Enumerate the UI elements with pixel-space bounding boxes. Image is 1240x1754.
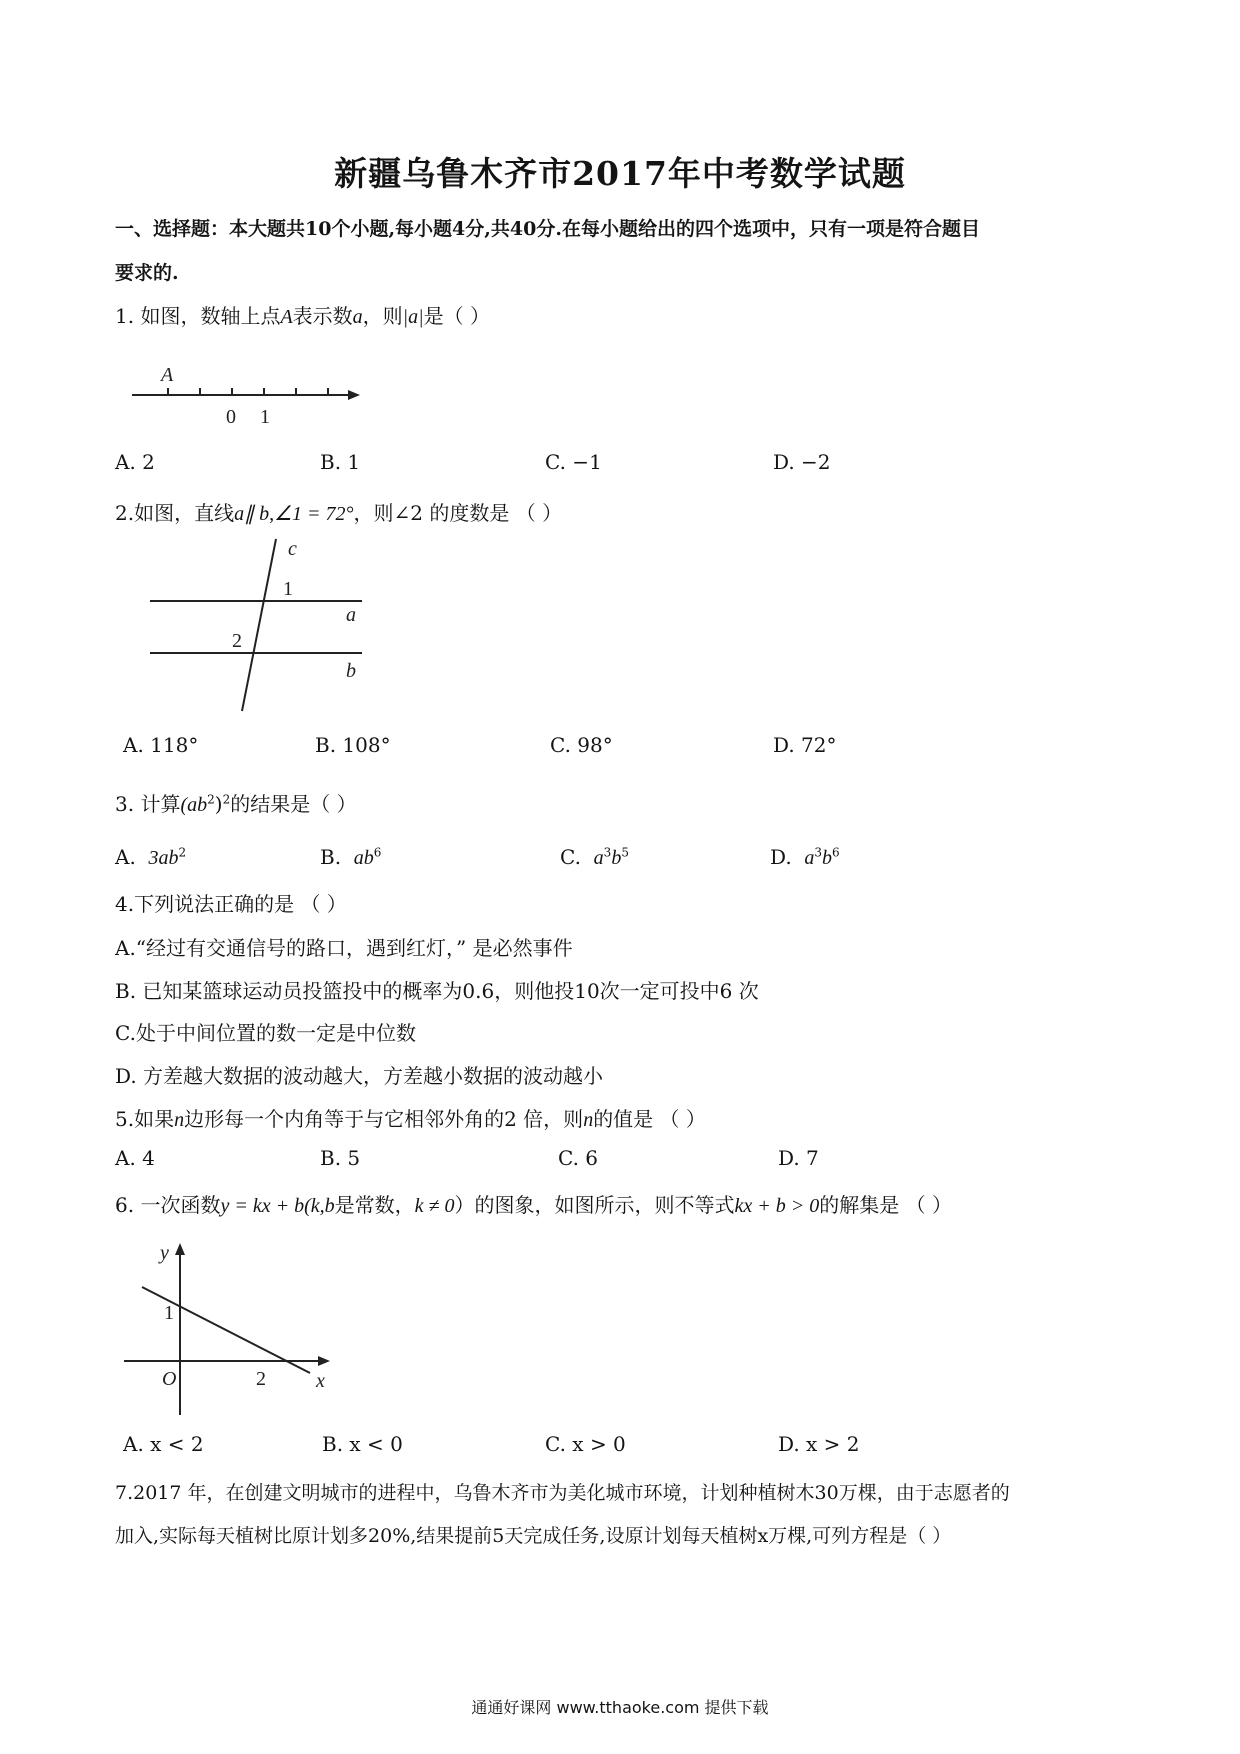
q3-option-c: C. $a^3b^5$ xyxy=(560,845,629,869)
number-line-arrow xyxy=(348,390,360,400)
label-c: c xyxy=(288,538,297,560)
question-1-stem: 1. 如图，数轴上点A表示数a，则|a|是（ ） xyxy=(115,304,491,328)
question-3-stem: 3. 计算$(ab^2)^2$的结果是（ ） xyxy=(115,792,357,816)
parallel-lines-figure xyxy=(140,535,380,715)
q3-option-b: B. $ab^6$ xyxy=(320,845,382,869)
q3-option-a: A. $3ab^2$ xyxy=(115,845,187,869)
q6-option-d: D. x > 2 xyxy=(778,1432,860,1456)
q6-option-c: C. x > 0 xyxy=(545,1432,626,1456)
q6-option-a: A. x < 2 xyxy=(123,1432,204,1456)
point-a-label: A xyxy=(161,364,174,386)
q4-option-a: A.“经过有交通信号的路口，遇到红灯，” 是必然事件 xyxy=(115,936,573,960)
question-5-stem: 5.如果n边形每一个内角等于与它相邻外角的2 倍，则n的值是 （ ） xyxy=(115,1107,706,1131)
q2-option-a: A. 118° xyxy=(123,733,199,757)
number-line-figure xyxy=(128,355,368,435)
q1-option-d: D. −2 xyxy=(773,450,831,474)
y-intercept-label: 1 xyxy=(164,1302,174,1324)
section-heading: 一、选择题：本大题共10个小题,每小题4分,共40分.在每小题给出的四个选项中，只有一项是符合题目 xyxy=(115,218,980,240)
x-intercept-label: 2 xyxy=(256,1368,266,1390)
question-2-stem: 2.如图，直线a∥ b,∠1 = 72°，则∠2 的度数是 （ ） xyxy=(115,501,563,525)
q1-option-c: C. −1 xyxy=(545,450,602,474)
q5-option-c: C. 6 xyxy=(558,1146,599,1170)
section-heading-cont: 要求的. xyxy=(115,262,179,284)
q5-option-d: D. 7 xyxy=(778,1146,819,1170)
line-c xyxy=(242,539,276,711)
q6-option-b: B. x < 0 xyxy=(322,1432,403,1456)
question-6-stem: 6. 一次函数y = kx + b(k,b是常数，k ≠ 0）的图象，如图所示，则不等式kx + b > 0的解集是 （ ） xyxy=(115,1193,952,1217)
q5-option-a: A. 4 xyxy=(115,1146,155,1170)
q4-option-c: C.处于中间位置的数一定是中位数 xyxy=(115,1021,416,1045)
q2-option-d: D. 72° xyxy=(773,733,837,757)
x-axis-arrow xyxy=(318,1356,330,1366)
y-axis-arrow xyxy=(175,1243,185,1255)
angle-1-label: 1 xyxy=(283,578,293,600)
linear-function-figure xyxy=(120,1235,340,1420)
tick-0-label: 0 xyxy=(226,406,236,428)
footer: 通通好课网 www.tthaoke.com 提供下载 xyxy=(471,1698,769,1717)
tick-1-label: 1 xyxy=(260,406,270,428)
label-a: a xyxy=(346,604,356,626)
q4-option-d: D. 方差越大数据的波动越大，方差越小数据的波动越小 xyxy=(115,1064,604,1088)
question-4-stem: 4.下列说法正确的是 （ ） xyxy=(115,892,347,916)
origin-label: O xyxy=(162,1368,177,1390)
q1-option-b: B. 1 xyxy=(320,450,361,474)
q3-option-d: D. $a^3b^6$ xyxy=(770,845,840,869)
q1-option-a: A. 2 xyxy=(115,450,155,474)
angle-2-label: 2 xyxy=(232,630,242,652)
question-7-line2: 加入,实际每天植树比原计划多20%,结果提前5天完成任务,设原计划每天植树x万棵,可列方程是（ ） xyxy=(115,1525,952,1547)
label-b: b xyxy=(346,660,356,682)
page-title: 新疆乌鲁木齐市2017年中考数学试题 xyxy=(334,154,906,193)
q2-option-c: C. 98° xyxy=(550,733,613,757)
y-axis-label: y xyxy=(160,1242,169,1264)
q5-option-b: B. 5 xyxy=(320,1146,361,1170)
question-7-line1: 7.2017 年，在创建文明城市的进程中，乌鲁木齐市为美化城市环境，计划种植树木30万棵，由于志愿者的 xyxy=(115,1482,1010,1504)
x-axis-label: x xyxy=(316,1370,325,1392)
q2-option-b: B. 108° xyxy=(315,733,391,757)
q4-option-b: B. 已知某篮球运动员投篮投中的概率为0.6，则他投10次一定可投中6 次 xyxy=(115,979,759,1003)
